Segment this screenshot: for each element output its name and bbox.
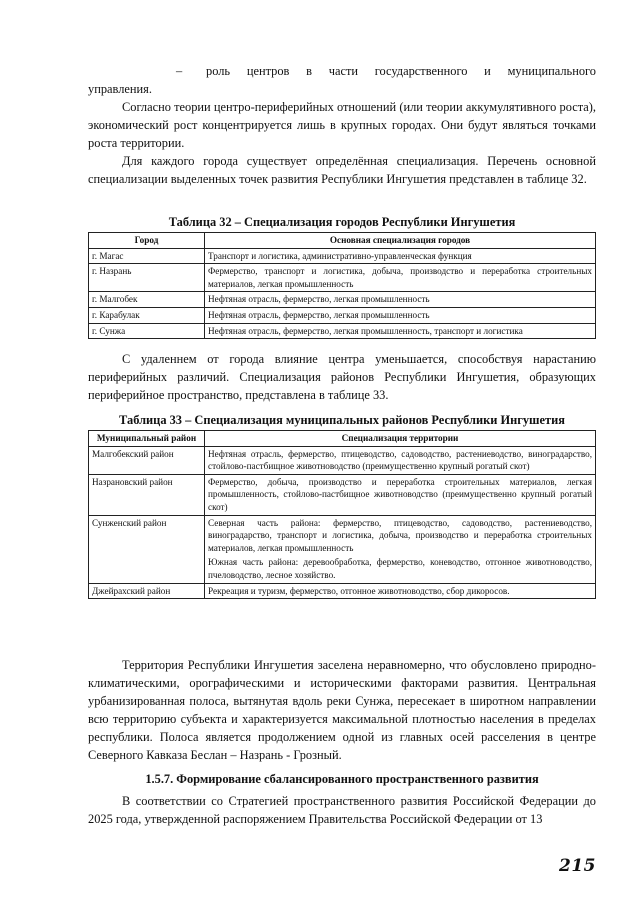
table-row — [89, 583, 596, 599]
section-heading: 1.5.7. Формирование сбалансированного пространственного развития — [145, 772, 539, 786]
page-number: 215 — [559, 856, 596, 876]
district-cell: Назрановский район — [89, 474, 205, 515]
table-32-caption: Таблица 32 – Специализация городов Республики Ингушетия — [168, 215, 516, 229]
specialization-cell: Рекреация и туризм, фермерство, отгонное животноводство, сбор дикоросов. — [205, 583, 596, 599]
paragraph-1: Согласно теории центро-периферийных отношений (или теории аккумулятивного роста), экономический рост концентрируется лишь в крупных городах. Они будут являться точками роста территории. — [88, 100, 596, 150]
column-header: Специализация территории — [205, 431, 596, 447]
bullet-dash: – — [176, 64, 183, 78]
bullet-line-2: управления. — [88, 82, 152, 96]
bullet-line-1: роль центров в части государственного и муниципального — [206, 64, 596, 78]
table-33-caption: Таблица 33 – Специализация муниципальных районов Республики Ингушетия — [119, 413, 565, 427]
table-row — [89, 307, 596, 323]
city-cell: г. Назрань — [89, 264, 205, 292]
district-cell: Малгобекский район — [89, 446, 205, 474]
specialization-cell: Южная часть района: деревообработка, фермерство, коневодство, отгонное животноводство, пчеловодство, лесное хозяйство. — [205, 555, 596, 583]
column-header: Город — [89, 233, 205, 249]
specialization-cell: Северная часть района: фермерство, птицеводство, садоводство, растениеводство, виноградарство, транспорт и логистика, добыча, производство и переработка строительных материалов, легкая промышленность — [205, 515, 596, 555]
paragraph-4: Территория Республики Ингушетия заселена неравномерно, что обусловлено природно-климатическими, орографическими и историческими факторами развития. Центральная урбанизированная полоса, вытянутая вдоль реки Сунжа, пересекает в широтном направлении всю территорию субъекта и характеризуется максимальной плотностью населения в пределах республики. Полоса является продолжением одной из главных осей расселения в центре Северного Кавказа Беслан – Назрань - Грозный. — [88, 658, 596, 762]
table-header-row — [89, 233, 596, 249]
paragraph-2: Для каждого города существует определённая специализация. Перечень основной специализации выделенных точек развития Республики Ингушетия представлен в таблице 32. — [88, 154, 596, 186]
specialization-cell: Фермерство, добыча, производство и переработка строительных материалов, легкая промышленность, стойлово-пастбищное животноводство (преимущественно крупный рогатый скот) — [205, 474, 596, 515]
specialization-cell: Фермерство, транспорт и логистика, добыча, производство и переработка строительных материалов, легкая промышленность — [205, 264, 596, 292]
district-cell: Джейрахский район — [89, 583, 205, 599]
table-row — [89, 323, 596, 339]
city-cell: г. Карабулак — [89, 307, 205, 323]
specialization-cell: Нефтяная отрасль, фермерство, птицеводство, садоводство, растениеводство, виноградарство, стойлово-пастбищное животноводство (преимущественно крупный рогатый скот) — [205, 446, 596, 474]
specialization-cell: Нефтяная отрасль, фермерство, легкая промышленность, транспорт и логистика — [205, 323, 596, 339]
column-header: Основная специализация городов — [205, 233, 596, 249]
district-cell: Сунженский район — [89, 515, 205, 583]
paragraph-5: В соответствии со Стратегией пространственного развития Российской Федерации до 2025 года, утвержденной распоряжением Правительства Российской Федерации от 13 — [88, 794, 596, 826]
table-32 — [88, 232, 596, 339]
table-33 — [88, 430, 596, 599]
table-row — [89, 474, 596, 515]
specialization-cell: Транспорт и логистика, административно-управленческая функция — [205, 248, 596, 264]
bullet-item — [88, 62, 596, 98]
city-cell: г. Малгобек — [89, 292, 205, 308]
city-cell: г. Сунжа — [89, 323, 205, 339]
specialization-cell: Нефтяная отрасль, фермерство, легкая промышленность — [205, 307, 596, 323]
specialization-cell: Нефтяная отрасль, фермерство, легкая промышленность — [205, 292, 596, 308]
column-header: Муниципальный район — [89, 431, 205, 447]
table-row — [89, 446, 596, 474]
table-row — [89, 292, 596, 308]
table-row — [89, 264, 596, 292]
paragraph-3: С удаленнем от города влияние центра уменьшается, способствуя нарастанию периферийных различий. Специализация районов Республики Ингушетия, образующих периферийное пространство, представлена в таблице 33. — [88, 352, 596, 402]
table-row — [89, 515, 596, 555]
table-header-row — [89, 431, 596, 447]
city-cell: г. Магас — [89, 248, 205, 264]
table-row — [89, 248, 596, 264]
